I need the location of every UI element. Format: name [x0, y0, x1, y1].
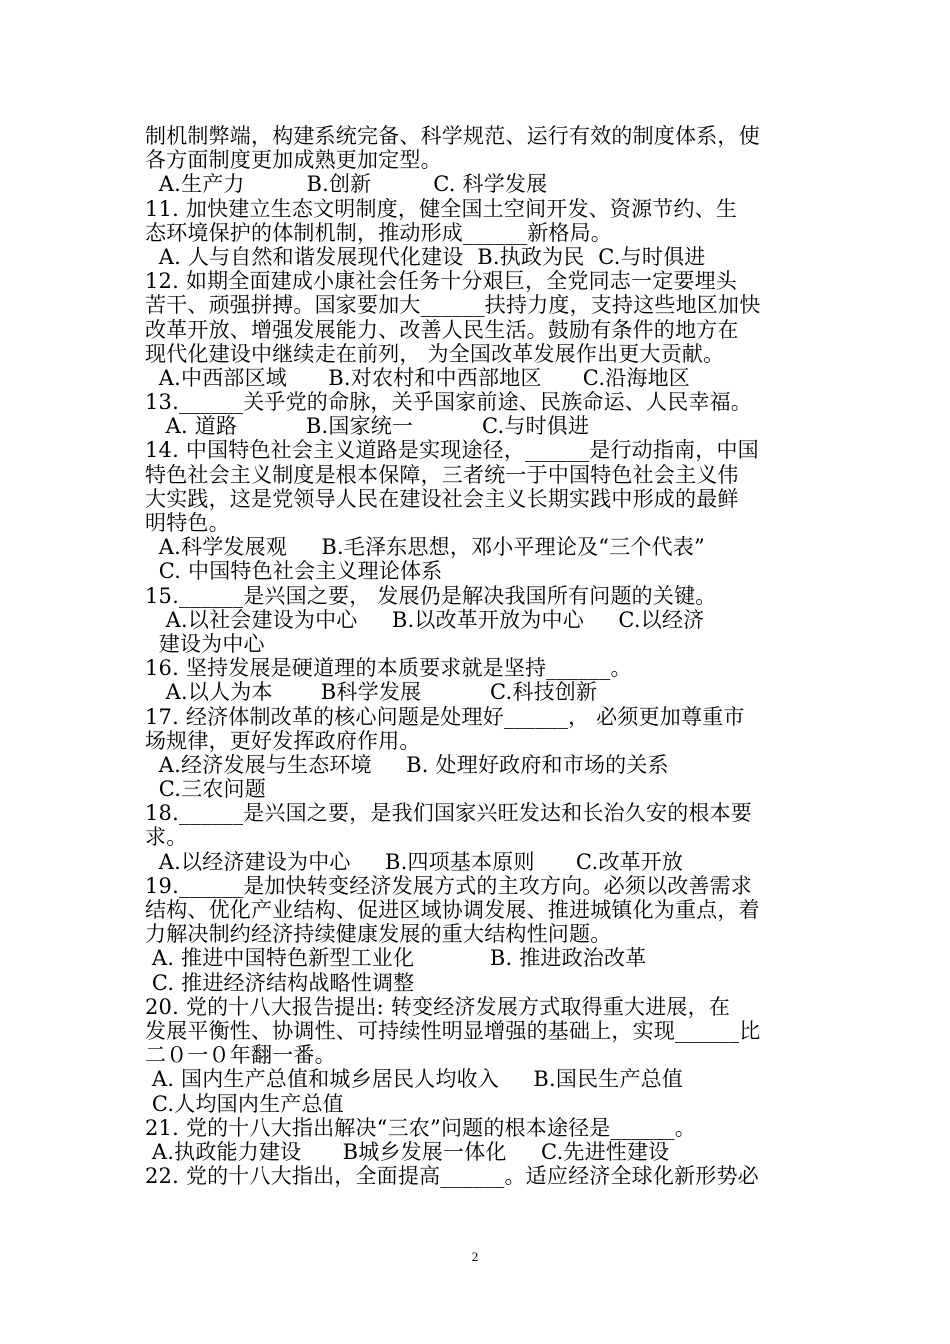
text-line: 场规律，更好发挥政府作用。 — [145, 728, 421, 753]
question-12: 12. 如期全面建成小康社会任务十分艰巨，全党同志一定要埋头 — [145, 269, 738, 294]
question-19: 19.______是加快转变经济发展方式的主攻方向。必须以改善需求 — [145, 873, 752, 898]
question-13: 13.______关乎党的命脉，关乎国家前途、民族命运、人民幸福。 — [145, 390, 752, 415]
text-line: 改革开放、增强发展能力、改善人民生活。鼓励有条件的地方在 — [145, 317, 739, 342]
answer-options: A. 推进中国特色新型工业化 B. 推进政治改革 — [145, 946, 647, 971]
text-line: 现代化建设中继续走在前列， 为全国改革发展作出更大贡献。 — [145, 341, 725, 366]
answer-options: A.以经济建设为中心 B.四项基本原则 C.改革开放 — [145, 849, 684, 874]
answer-options: C.三农问题 — [145, 777, 266, 802]
answer-options: A.科学发展观 B.毛泽东思想，邓小平理论及“三个代表” — [145, 535, 705, 560]
answer-options: 建设为中心 — [145, 631, 265, 656]
question-17: 17. 经济体制改革的核心问题是处理好______， 必须更加尊重市 — [145, 704, 745, 729]
answer-options: C.人均国内生产总值 — [145, 1091, 344, 1116]
question-15: 15.______是兴国之要， 发展仍是解决我国所有问题的关键。 — [145, 583, 717, 608]
text-line: 明特色。 — [145, 511, 230, 535]
text-line: 大实践，这是党领导人民在建设社会主义长期实践中形成的最鲜 — [145, 486, 739, 511]
document-body — [145, 124, 817, 1188]
question-22: 22. 党的十八大指出，全面提高______。适应经济全球化新形势必 — [145, 1164, 759, 1189]
question-16: 16. 坚持发展是硬道理的本质要求就是坚持______。 — [145, 656, 632, 681]
answer-options: A. 人与自然和谐发展现代化建设 B.执政为民 C.与时俱进 — [145, 244, 706, 269]
answer-options: A.生产力 B.创新 C. 科学发展 — [145, 172, 548, 197]
answer-options: A.中西部区域 B.对农村和中西部地区 C.沿海地区 — [145, 365, 690, 390]
answer-options: A.以人为本 B科学发展 C.科技创新 — [145, 680, 598, 705]
question-20: 20. 党的十八大报告提出: 转变经济发展方式取得重大进展，在 — [145, 994, 731, 1019]
answer-options: C. 中国特色社会主义理论体系 — [145, 559, 443, 584]
text-line: 结构、优化产业结构、促进区域协调发展、推进城镇化为重点，着 — [145, 898, 760, 922]
text-line: 发展平衡性、协调性、可持续性明显增强的基础上，实现______比 — [145, 1018, 761, 1043]
answer-options: A. 道路 B.国家统一 C.与时俱进 — [145, 414, 590, 439]
answer-options: C. 推进经济结构战略性调整 — [145, 970, 415, 995]
text-line: 制机制弊端，构建系统完备、科学规范、运行有效的制度体系，使 — [145, 124, 760, 148]
answer-options: A.执政能力建设 B城乡发展一体化 C.先进性建设 — [145, 1139, 670, 1164]
text-line: 求。 — [145, 825, 188, 850]
question-21: 21. 党的十八大指出解决“三农”问题的根本途径是______。 — [145, 1115, 696, 1140]
question-14: 14. 中国特色社会主义道路是实现途径，______是行动指南，中国 — [145, 438, 759, 463]
question-18: 18.______是兴国之要，是我们国家兴旺发达和长治久安的根本要 — [145, 801, 752, 826]
answer-options: A. 国内生产总值和城乡居民人均收入 B.国民生产总值 — [145, 1067, 684, 1092]
text-line: 二０一０年翻一番。 — [145, 1043, 336, 1068]
text-line: 态环境保护的体制机制，推动形成______新格局。 — [145, 220, 612, 245]
text-line: 各方面制度更加成熟更加定型。 — [145, 148, 442, 173]
text-line: 力解决制约经济持续健康发展的重大结构性问题。 — [145, 922, 612, 947]
text-line: 特色社会主义制度是根本保障，三者统一于中国特色社会主义伟 — [145, 462, 739, 487]
text-line: 苦干、顽强拼搏。国家要加大______扶持力度，支持这些地区加快 — [145, 293, 761, 318]
question-11: 11. 加快建立生态文明制度，健全国土空间开发、资源节约、生 — [145, 196, 738, 221]
page-number: 2 — [471, 1249, 479, 1264]
answer-options: A.经济发展与生态环境 B. 处理好政府和市场的关系 — [145, 752, 669, 777]
answer-options: A.以社会建设为中心 B.以改革开放为中心 C.以经济 — [145, 607, 705, 632]
